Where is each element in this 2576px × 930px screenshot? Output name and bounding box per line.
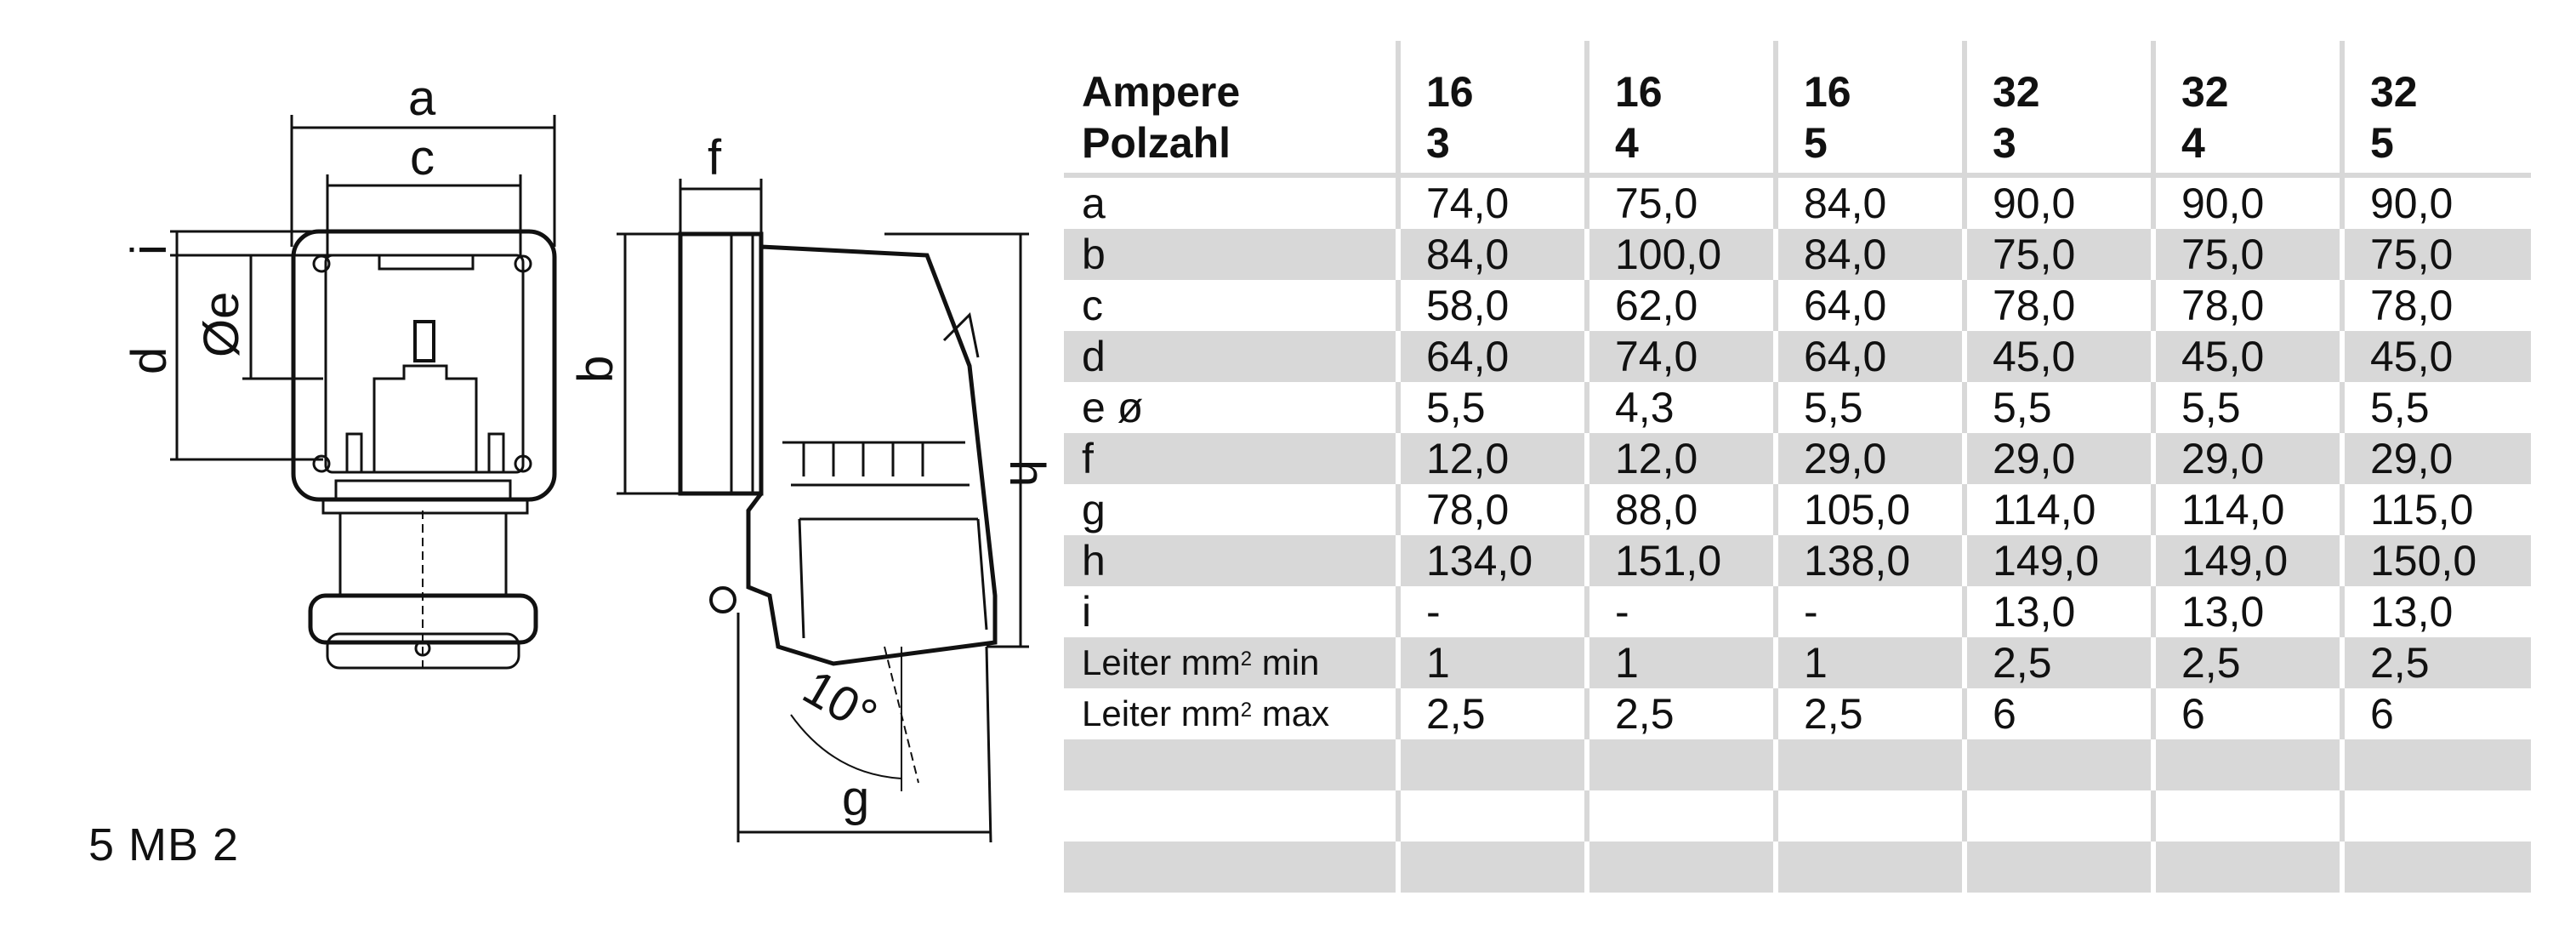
- table-cell: 64,0: [1776, 280, 1965, 331]
- empty-cell: [1064, 842, 1398, 893]
- spec-table-body: [1064, 175, 2531, 893]
- dim-label-i: i: [122, 244, 177, 255]
- empty-cell: [1064, 739, 1398, 790]
- empty-cell: [2342, 790, 2531, 842]
- table-cell: 12,0: [1587, 433, 1776, 484]
- header-row: [1064, 41, 2531, 175]
- polzahl-value: 5: [2370, 119, 2394, 167]
- empty-cell: [1064, 790, 1398, 842]
- table-cell: -: [1398, 586, 1587, 637]
- empty-cell: [2342, 739, 2531, 790]
- table-cell: 2,5: [1965, 637, 2153, 688]
- table-row: [1064, 229, 2531, 280]
- table-cell: 84,0: [1776, 229, 1965, 280]
- table-row: [1064, 175, 2531, 229]
- empty-cell: [1398, 739, 1587, 790]
- empty-cell: [1587, 790, 1776, 842]
- row-label: h: [1064, 535, 1398, 586]
- empty-cell: [1965, 842, 2153, 893]
- leiter-label: Leiter mm: [1082, 642, 1241, 682]
- table-cell: 2,5: [2342, 637, 2531, 688]
- table-row: [1064, 637, 2531, 688]
- dim-label-h: h: [999, 459, 1055, 488]
- table-cell: 78,0: [2153, 280, 2342, 331]
- row-label: i: [1082, 588, 1092, 636]
- model-label: 5 MB 2: [88, 819, 240, 870]
- table-cell: 114,0: [1965, 484, 2153, 535]
- table-cell: 150,0: [2342, 535, 2531, 586]
- table-cell: 75,0: [1587, 175, 1776, 229]
- table-cell: 105,0: [1776, 484, 1965, 535]
- dim-label-g: g: [842, 771, 870, 826]
- column-header: [1398, 41, 1587, 175]
- table-cell: 29,0: [2342, 433, 2531, 484]
- table-cell: 100,0: [1587, 229, 1776, 280]
- table-cell: -: [1587, 586, 1776, 637]
- table-cell: 1: [1587, 637, 1776, 688]
- polzahl-value: 4: [1615, 119, 1639, 167]
- leiter-superscript: 2: [1240, 648, 1253, 670]
- table-cell: 78,0: [1965, 280, 2153, 331]
- empty-row: [1064, 842, 2531, 893]
- table-cell: 29,0: [1776, 433, 1965, 484]
- table-cell: 149,0: [1965, 535, 2153, 586]
- empty-cell: [2153, 842, 2342, 893]
- polzahl-value: 4: [2181, 119, 2205, 167]
- table-cell: 88,0: [1587, 484, 1776, 535]
- empty-cell: [2342, 842, 2531, 893]
- table-row: [1064, 484, 2531, 535]
- row-label: b: [1064, 229, 1398, 280]
- table-cell: 2,5: [2153, 637, 2342, 688]
- table-cell: -: [1776, 586, 1965, 637]
- table-cell: 5,5: [1776, 382, 1965, 433]
- table-cell: 84,0: [1398, 229, 1587, 280]
- empty-cell: [1965, 739, 2153, 790]
- empty-cell: [1398, 842, 1587, 893]
- table-row: [1064, 586, 2531, 637]
- empty-cell: [1965, 790, 2153, 842]
- table-cell: 62,0: [1587, 280, 1776, 331]
- table-cell: 90,0: [2342, 175, 2531, 229]
- table-cell: 2,5: [1587, 688, 1776, 739]
- table-cell: 5,5: [2342, 382, 2531, 433]
- table-cell: 45,0: [2153, 331, 2342, 382]
- row-label: g: [1082, 486, 1106, 533]
- header-polzahl-label: Polzahl: [1082, 119, 1231, 167]
- ampere-value: 32: [2370, 68, 2418, 116]
- dim-label-a: a: [408, 71, 436, 126]
- table-row: [1064, 535, 2531, 586]
- leiter-suffix: max: [1252, 693, 1330, 733]
- table-cell: 45,0: [1965, 331, 2153, 382]
- polzahl-value: 3: [1993, 119, 2016, 167]
- table-cell: 58,0: [1398, 280, 1587, 331]
- table-cell: 74,0: [1398, 175, 1587, 229]
- dim-label-e: Øe: [194, 291, 249, 357]
- header-row-labels: [1064, 41, 1398, 175]
- table-row: [1064, 382, 2531, 433]
- ampere-value: 16: [1426, 68, 1474, 116]
- table-cell: 13,0: [1965, 586, 2153, 637]
- table-row: [1064, 280, 2531, 331]
- table-cell: 64,0: [1776, 331, 1965, 382]
- table-cell: 75,0: [2342, 229, 2531, 280]
- table-cell: 115,0: [2342, 484, 2531, 535]
- table-row: [1064, 688, 2531, 739]
- ampere-value: 32: [2181, 68, 2229, 116]
- leiter-superscript: 2: [1240, 699, 1253, 722]
- table-cell: 74,0: [1587, 331, 1776, 382]
- row-label: c: [1082, 282, 1103, 329]
- table-cell: 5,5: [2153, 382, 2342, 433]
- dim-label-angle: 10°: [793, 659, 886, 745]
- header-ampere-label: Ampere: [1082, 68, 1241, 116]
- ampere-value: 32: [1993, 68, 2040, 116]
- table-cell: 149,0: [2153, 535, 2342, 586]
- ampere-value: 16: [1804, 68, 1851, 116]
- table-cell: 29,0: [1965, 433, 2153, 484]
- dim-label-d: d: [122, 346, 177, 374]
- table-cell: 134,0: [1398, 535, 1587, 586]
- ampere-value: 16: [1615, 68, 1663, 116]
- table-cell: 6: [1965, 688, 2153, 739]
- row-label: e ø: [1082, 384, 1144, 431]
- table-cell: 29,0: [2153, 433, 2342, 484]
- row-label: a: [1082, 180, 1106, 227]
- table-cell: 78,0: [1398, 484, 1587, 535]
- empty-cell: [1587, 739, 1776, 790]
- table-cell: 13,0: [2342, 586, 2531, 637]
- table-cell: 12,0: [1398, 433, 1587, 484]
- row-label: [1064, 637, 1398, 688]
- table-cell: 90,0: [2153, 175, 2342, 229]
- table-cell: 5,5: [1398, 382, 1587, 433]
- dim-label-b: b: [568, 355, 623, 383]
- table-cell: 2,5: [1398, 688, 1587, 739]
- leiter-label: Leiter mm: [1082, 693, 1241, 733]
- table-cell: 114,0: [2153, 484, 2342, 535]
- empty-cell: [2153, 790, 2342, 842]
- empty-cell: [1587, 842, 1776, 893]
- technical-drawing: [0, 0, 1055, 930]
- table-cell: 138,0: [1776, 535, 1965, 586]
- empty-cell: [1776, 842, 1965, 893]
- table-cell: 64,0: [1398, 331, 1587, 382]
- table-cell: 75,0: [2153, 229, 2342, 280]
- spec-table: [1064, 41, 2531, 893]
- polzahl-value: 3: [1426, 119, 1450, 167]
- table-cell: 5,5: [1965, 382, 2153, 433]
- table-cell: 4,3: [1587, 382, 1776, 433]
- table-cell: 84,0: [1776, 175, 1965, 229]
- table-cell: 1: [1398, 637, 1587, 688]
- table-cell: 75,0: [1965, 229, 2153, 280]
- column-header: [2153, 41, 2342, 175]
- table-cell: 13,0: [2153, 586, 2342, 637]
- dim-label-f: f: [708, 130, 722, 185]
- column-header: [1776, 41, 1965, 175]
- table-cell: 45,0: [2342, 331, 2531, 382]
- column-header: [1965, 41, 2153, 175]
- empty-cell: [2153, 739, 2342, 790]
- polzahl-value: 5: [1804, 119, 1828, 167]
- dim-label-c: c: [410, 130, 435, 185]
- table-row: [1064, 433, 2531, 484]
- row-label: f: [1064, 433, 1398, 484]
- empty-cell: [1776, 739, 1965, 790]
- empty-row: [1064, 739, 2531, 790]
- column-header: [2342, 41, 2531, 175]
- table-cell: 151,0: [1587, 535, 1776, 586]
- empty-row: [1064, 790, 2531, 842]
- table-cell: 6: [2153, 688, 2342, 739]
- table-cell: 1: [1776, 637, 1965, 688]
- empty-cell: [1398, 790, 1587, 842]
- row-label: [1064, 688, 1398, 739]
- table-cell: 2,5: [1776, 688, 1965, 739]
- leiter-suffix: min: [1252, 642, 1320, 682]
- table-cell: 90,0: [1965, 175, 2153, 229]
- table-cell: 6: [2342, 688, 2531, 739]
- column-header: [1587, 41, 1776, 175]
- row-label: d: [1064, 331, 1398, 382]
- table-cell: 78,0: [2342, 280, 2531, 331]
- table-row: [1064, 331, 2531, 382]
- empty-cell: [1776, 790, 1965, 842]
